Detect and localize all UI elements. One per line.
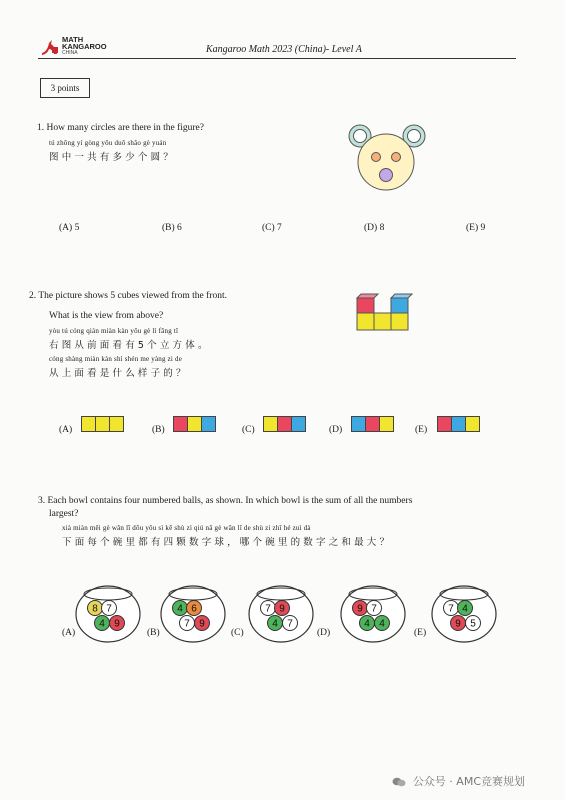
watermark: [392, 773, 525, 789]
q1-eye-right: [392, 153, 401, 162]
q3-ball-number: 7: [184, 618, 190, 630]
q3-ball-number: 9: [357, 603, 363, 615]
q3-bowl-b[interactable]: [161, 586, 225, 642]
q1-pinyin: tú zhōng yí gòng yǒu duō shǎo gè yuán: [49, 139, 167, 147]
q2-e-cell-1: [438, 417, 452, 431]
q2-option-b-strip[interactable]: [173, 416, 216, 432]
q2-cube-top-blue-face: [391, 294, 412, 298]
q2-option-e-strip[interactable]: [437, 416, 480, 432]
q3-ball-number: 4: [272, 618, 278, 630]
q2-option-a-label[interactable]: (A): [59, 425, 73, 435]
q3-option-b-label[interactable]: (B): [147, 628, 160, 638]
q3-option-e-label[interactable]: (E): [414, 628, 427, 638]
q3-ball-number: 8: [92, 603, 98, 615]
q2-a-cell-2: [96, 417, 110, 431]
q2-question-line2: What is the view from above?: [49, 311, 164, 321]
q2-option-d-strip[interactable]: [351, 416, 394, 432]
q3-chinese: 下面每个碗里都有四颗数字球，哪个碗里的数字之和最大？: [62, 537, 393, 548]
points-section-label: 3 points: [40, 78, 90, 98]
q1-question: How many circles are there in the figure?: [46, 123, 204, 133]
q3-ball-number: 7: [106, 603, 112, 615]
q2-b-cell-1: [174, 417, 188, 431]
q2-option-e-label[interactable]: (E): [415, 425, 428, 435]
q3-bowl-e[interactable]: [432, 586, 496, 642]
q1-option-e[interactable]: (E) 9: [466, 223, 486, 233]
wechat-icon: [392, 777, 406, 787]
q1-number: 1.: [37, 123, 45, 133]
q3-ball-number: 9: [114, 618, 120, 630]
q2-e-cell-2: [452, 417, 466, 431]
q2-c-cell-3: [292, 417, 305, 431]
q3-ball-number: 9: [455, 618, 461, 630]
q3-bowl-a[interactable]: [76, 586, 140, 642]
q1-ear-left-inner: [354, 130, 367, 143]
q3-ball-number: 4: [364, 618, 370, 630]
q2-c-cell-1: [264, 417, 278, 431]
header-divider: [38, 58, 516, 59]
q2-a-cell-1: [82, 417, 96, 431]
kangaroo-logo-icon: [40, 38, 60, 56]
q1-text: [37, 122, 204, 134]
q3-ball-number: 5: [470, 618, 476, 630]
q2-option-b-label[interactable]: (B): [152, 425, 165, 435]
q2-option-c-strip[interactable]: [263, 416, 306, 432]
q3-bowl-c[interactable]: [249, 586, 313, 642]
q2-cube-bottom-3: [391, 313, 408, 330]
q3-option-d-label[interactable]: (D): [317, 628, 331, 638]
q3-number: 3.: [38, 496, 46, 506]
q1-mouth: [380, 169, 393, 182]
q2-c-cell-2: [278, 417, 292, 431]
q3-ball-number: 4: [379, 618, 385, 630]
logo-text-china: CHINA: [62, 50, 78, 56]
q2-cube-top-red-face: [357, 294, 378, 298]
q3-ball-number: 4: [99, 618, 105, 630]
q3-ball-number: 7: [448, 603, 454, 615]
q1-option-d[interactable]: (D) 8: [364, 223, 385, 233]
q3-ball-number: 4: [177, 603, 183, 615]
q2-b-cell-2: [188, 417, 202, 431]
q2-chinese-1: 右图从前面看有5个立方体。: [49, 340, 211, 351]
q2-cube-bottom-2: [374, 313, 391, 330]
q1-option-b[interactable]: (B) 6: [162, 223, 182, 233]
logo-text-math: MATH: [62, 35, 84, 44]
q3-ball-number: 7: [265, 603, 271, 615]
q2-cube-top-red: [357, 298, 374, 313]
q1-option-c[interactable]: (C) 7: [262, 223, 282, 233]
q1-ear-right-inner: [408, 130, 421, 143]
q2-option-d-label[interactable]: (D): [329, 425, 343, 435]
q2-option-c-label[interactable]: (C): [242, 425, 255, 435]
q1-option-a[interactable]: (A) 5: [59, 223, 80, 233]
logo-text-kangaroo: KANGAROO: [62, 42, 107, 51]
q2-question: The picture shows 5 cubes viewed from the front.: [38, 291, 227, 301]
q2-d-cell-1: [352, 417, 366, 431]
q3-option-a-label[interactable]: (A): [62, 628, 76, 638]
watermark-text: 公众号 · AMC竞赛规划: [412, 775, 525, 788]
q1-eye-left: [372, 153, 381, 162]
q2-option-a-strip[interactable]: [81, 416, 124, 432]
q2-options: [59, 416, 524, 438]
q2-cube-top-blue: [391, 298, 408, 313]
q3-ball-number: 7: [371, 603, 377, 615]
q3-bowl-d[interactable]: [341, 586, 405, 642]
q3-bowls-figure: [0, 580, 565, 650]
q3-ball-number: 6: [191, 603, 197, 615]
q3-ball-number: 9: [199, 618, 205, 630]
q2-cube-bottom-1: [357, 313, 374, 330]
q2-cubes-figure: [355, 293, 413, 333]
q2-pinyin-1: yòu tú cóng qián miàn kàn yǒu gè lì fāng tǐ: [49, 327, 179, 335]
q2-pinyin-2: cóng shàng miàn kàn shì shén me yàng zi de: [49, 355, 183, 363]
q3-ball-number: 9: [279, 603, 285, 615]
q2-d-cell-2: [366, 417, 380, 431]
q3-text: [38, 495, 412, 507]
q2-a-cell-3: [110, 417, 123, 431]
q3-ball-number: 4: [462, 603, 468, 615]
q2-text: [29, 290, 227, 302]
q3-option-c-label[interactable]: (C): [231, 628, 244, 638]
q2-chinese-2: 从上面看是什么样子的？: [49, 368, 189, 379]
q1-circles-figure: [346, 120, 432, 196]
q2-d-cell-3: [380, 417, 393, 431]
q3-ball-number: 7: [287, 618, 293, 630]
q2-number: 2.: [29, 291, 37, 301]
q3-question: Each bowl contains four numbered balls, as shown. In which bowl is the sum of all the numbers: [47, 496, 413, 506]
math-kangaroo-logo: [40, 36, 140, 58]
q3-question-line2: largest?: [49, 509, 79, 519]
q2-e-cell-3: [466, 417, 479, 431]
q2-b-cell-3: [202, 417, 215, 431]
q1-chinese: 图中一共有多少个圆？: [49, 152, 177, 163]
q3-pinyin: xià miàn měi gè wǎn lǐ dōu yǒu sì kē shù zì qiú nǎ gè wǎn lǐ de shù zi zhī hé zuì dà: [62, 524, 311, 532]
page-title: Kangaroo Math 2023 (China)- Level A: [206, 44, 362, 55]
